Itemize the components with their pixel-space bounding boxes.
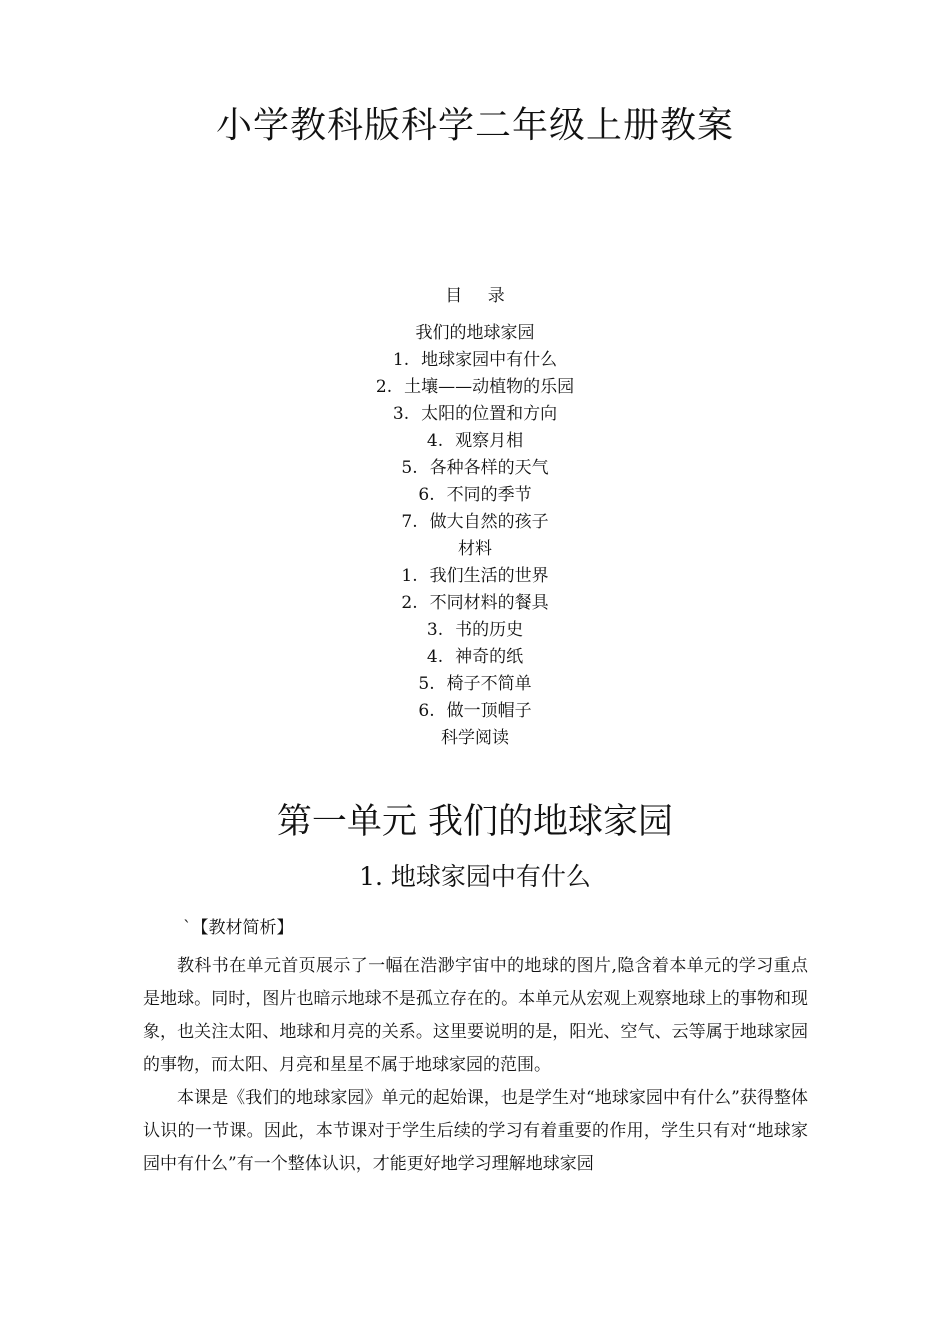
toc-item-number: 5.: [401, 458, 418, 478]
toc-item: [0, 725, 950, 752]
toc-item-text: 地球家园中有什么: [421, 350, 558, 370]
toc-item-text: 不同的季节: [446, 485, 532, 505]
toc-item-number: 4.: [426, 647, 444, 667]
toc-item: [0, 320, 950, 347]
toc-item-number: 7.: [401, 512, 418, 532]
toc-item: [0, 455, 950, 482]
toc-item-text: 书的历史: [455, 620, 524, 640]
table-of-contents: [0, 320, 950, 752]
toc-item-text: 做大自然的孩子: [429, 512, 549, 532]
toc-item-number: 6.: [418, 701, 435, 721]
toc-item-text: 土壤——动植物的乐园: [404, 377, 575, 397]
toc-item-text: 椅子不简单: [446, 674, 532, 694]
toc-item-text: 做一顶帽子: [446, 701, 532, 721]
toc-item: [0, 347, 950, 374]
body-paragraph: 教科书在单元首页展示了一幅在浩渺宇宙中的地球的图片,隐含着本单元的学习重点是地球。同时，图片也暗示地球不是孤立存在的。本单元从宏观上观察地球上的事物和现象，也关注太阳、地球和月亮的关系。这里要说明的是，阳光、空气、云等属于地球家园的事物，而太阳、月亮和星星不属于地球家园的范围。: [143, 956, 808, 1075]
toc-item: [0, 401, 950, 428]
body-paragraph: 本课是《我们的地球家园》单元的起始课，也是学生对“地球家园中有什么”获得整体认识的一节课。因此，本节课对于学生后续的学习有着重要的作用，学生只有对“地球家园中有什么”有一个整体认识，才能更好地学习理解地球家园: [143, 1088, 808, 1174]
toc-item-number: 3.: [392, 404, 410, 424]
toc-item: [0, 428, 950, 455]
toc-item-text: 各种各样的天气: [429, 458, 549, 478]
toc-item: [0, 482, 950, 509]
toc-item: [0, 698, 950, 725]
toc-item-number: 3.: [426, 620, 444, 640]
toc-item-text: 不同材料的餐具: [429, 593, 549, 613]
toc-item-text: 观察月相: [455, 431, 524, 451]
section-label: `【教材简析】: [183, 918, 294, 938]
toc-item-text: 科学阅读: [441, 728, 509, 748]
toc-item-number: 1.: [401, 566, 418, 586]
toc-item: [0, 617, 950, 644]
toc-heading: 目 录: [445, 286, 515, 306]
toc-item: [0, 590, 950, 617]
toc-item-number: 5.: [418, 674, 435, 694]
toc-item-text: 我们生活的世界: [429, 566, 549, 586]
toc-item-number: 1.: [392, 350, 410, 370]
document-title: 小学教科版科学二年级上册教案: [215, 105, 734, 146]
toc-item-number: 2.: [401, 593, 418, 613]
toc-item-text: 我们的地球家园: [415, 323, 535, 343]
toc-item: [0, 374, 950, 401]
toc-item: [0, 644, 950, 671]
toc-item: [0, 671, 950, 698]
toc-item-number: 6.: [418, 485, 435, 505]
unit-title: 第一单元 我们的地球家园: [276, 802, 674, 842]
toc-item: [0, 563, 950, 590]
toc-item: [0, 536, 950, 563]
toc-item-text: 太阳的位置和方向: [421, 404, 558, 424]
toc-item-number: 2.: [375, 377, 393, 397]
toc-item-text: 材料: [458, 539, 492, 559]
lesson-title: 1. 地球家园中有什么: [359, 862, 591, 891]
toc-item: [0, 509, 950, 536]
toc-item-text: 神奇的纸: [455, 647, 524, 667]
toc-item-number: 4.: [426, 431, 444, 451]
